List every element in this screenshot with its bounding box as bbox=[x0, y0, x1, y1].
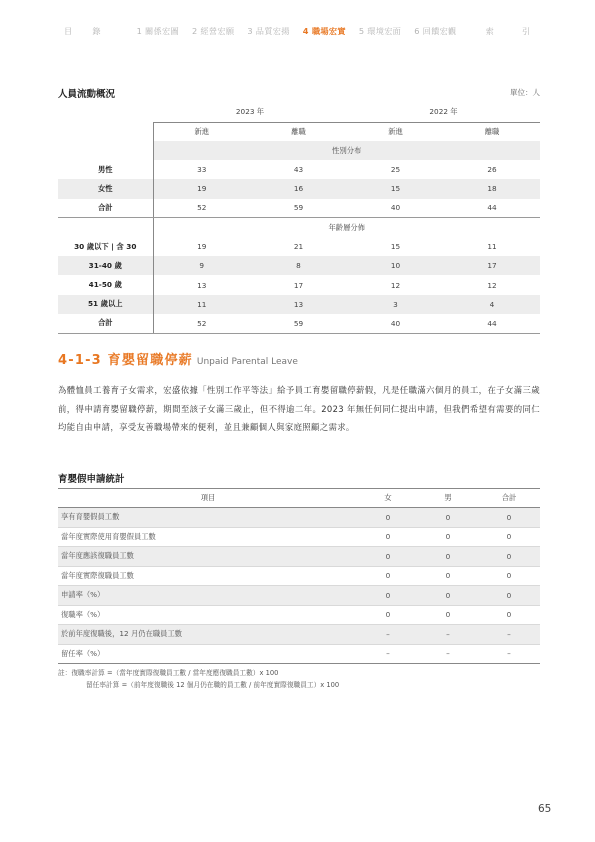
table-cell: 0 bbox=[478, 586, 540, 606]
table-row bbox=[58, 605, 540, 625]
section-english-title: Unpaid Parental Leave bbox=[196, 357, 298, 367]
section-heading bbox=[58, 349, 298, 368]
parental-leave-title: 育嬰假申請統計 bbox=[58, 474, 125, 485]
table-cell: 0 bbox=[418, 547, 478, 567]
top-navigation bbox=[64, 26, 541, 42]
table-cell: 43 bbox=[293, 165, 304, 175]
table-cell: 0 bbox=[418, 508, 478, 528]
table-cell: 0 bbox=[358, 586, 418, 606]
year-2022-header: 2022 年 bbox=[347, 103, 540, 122]
table-cell: 0 bbox=[478, 508, 540, 528]
row-label: 男性 bbox=[58, 160, 153, 179]
row-item-label: 於前年度復職後，12 月仍在職員工數 bbox=[58, 625, 358, 645]
table-cell: 59 bbox=[250, 199, 347, 218]
col-header-male: 男 bbox=[418, 489, 478, 508]
table-cell: 4 bbox=[444, 295, 540, 314]
table-cell: 0 bbox=[478, 566, 540, 586]
nav-item[interactable]: 3 品質宏揚 bbox=[247, 26, 290, 36]
row-label: 合計 bbox=[58, 199, 153, 218]
table-cell: 0 bbox=[478, 605, 540, 625]
section-paragraph: 為體恤員工養育子女需求，宏盛依據「性別工作平等法」給予員工育嬰留職停薪假，凡是任職滿六個月的員工，在子女滿三歲前，得申請育嬰留職停薪，期間至該子女滿三歲止，但不得逾二年。2023 年無任何同仁提出申請，但我們希望有需要的同仁均能自由申請，享受友善職場帶來的便利，並且兼顧個人與家庭照顧之需求。 bbox=[58, 385, 540, 432]
table-cell: 33 bbox=[197, 165, 207, 175]
row-label: 51 歲以上 bbox=[58, 295, 153, 314]
row-item-label: 享有育嬰假員工數 bbox=[58, 508, 358, 528]
table-cell: 21 bbox=[293, 242, 304, 252]
col-header: 新進 bbox=[388, 126, 403, 136]
row-item-label: 當年度實際使用育嬰假員工數 bbox=[58, 527, 358, 547]
nav-item[interactable]: 6 回饋宏觀 bbox=[414, 26, 457, 36]
table-cell: 11 bbox=[487, 242, 497, 252]
col-header: 新進 bbox=[194, 126, 210, 136]
table-cell: 0 bbox=[358, 566, 418, 586]
table-cell: – bbox=[478, 625, 540, 645]
table-row bbox=[58, 547, 540, 567]
table-row bbox=[58, 625, 540, 645]
row-item-label: 留任率（%） bbox=[58, 644, 358, 664]
row-label: 女性 bbox=[58, 179, 153, 198]
col-header: 離職 bbox=[291, 126, 306, 136]
table-cell: 10 bbox=[347, 256, 444, 275]
table-row bbox=[58, 566, 540, 586]
table-cell: 19 bbox=[197, 242, 207, 252]
row-item-label: 復職率（%） bbox=[58, 605, 358, 625]
table-row bbox=[58, 275, 540, 294]
table-cell: 0 bbox=[358, 605, 418, 625]
table-cell: 11 bbox=[153, 295, 250, 314]
table-cell: 59 bbox=[250, 314, 347, 333]
table-cell: 8 bbox=[250, 256, 347, 275]
table-cell: – bbox=[418, 625, 478, 645]
table-cell: 25 bbox=[390, 165, 401, 175]
table-row bbox=[58, 179, 540, 198]
table-cell: 12 bbox=[390, 280, 401, 290]
table-cell: 40 bbox=[347, 314, 444, 333]
table-cell: – bbox=[358, 625, 418, 645]
table-cell: 40 bbox=[347, 199, 444, 218]
table-row bbox=[58, 237, 540, 256]
note-retention-rate: 留任率計算 =（前年度復職後 12 個月仍在職的員工數 / 前年度實際復職員工）x 100 bbox=[86, 681, 340, 689]
table-row bbox=[58, 586, 540, 606]
col-header-female: 女 bbox=[358, 489, 418, 508]
parental-leave-table bbox=[58, 488, 540, 664]
table-cell: 0 bbox=[418, 566, 478, 586]
row-label: 30 歲以下 | 含 30 bbox=[58, 237, 153, 256]
table-row bbox=[58, 527, 540, 547]
table-cell: 26 bbox=[487, 165, 497, 175]
note-return-rate: 註：復職率計算 =（當年度實際復職員工數 / 當年度應復職員工數）x 100 bbox=[58, 669, 279, 677]
row-item-label: 申請率（%） bbox=[58, 586, 358, 606]
col-header-item: 項目 bbox=[58, 489, 358, 508]
nav-item[interactable]: 索 引 bbox=[485, 26, 541, 36]
table-row bbox=[58, 644, 540, 664]
table-cell: 9 bbox=[153, 256, 250, 275]
table-cell: 52 bbox=[153, 314, 250, 333]
table-cell: 44 bbox=[444, 199, 540, 218]
table-cell: 19 bbox=[153, 179, 250, 198]
nav-item[interactable]: 5 環境宏面 bbox=[358, 26, 402, 36]
row-label: 合計 bbox=[58, 314, 153, 333]
turnover-section-header bbox=[58, 86, 540, 100]
table-cell: 52 bbox=[153, 199, 250, 218]
table-cell: 0 bbox=[478, 527, 540, 547]
turnover-title: 人員流動概況 bbox=[58, 89, 116, 100]
unit-label: 單位：人 bbox=[510, 88, 540, 97]
col-header-total: 合計 bbox=[478, 489, 540, 508]
table-cell: – bbox=[358, 644, 418, 664]
row-item-label: 當年度應該復職員工數 bbox=[58, 547, 358, 567]
table-cell: 44 bbox=[444, 314, 540, 333]
table-cell: – bbox=[478, 644, 540, 664]
table-row bbox=[58, 256, 540, 275]
table-cell: 0 bbox=[358, 527, 418, 547]
table-row bbox=[58, 295, 540, 314]
table-cell: 3 bbox=[347, 295, 444, 314]
table-cell: 0 bbox=[418, 586, 478, 606]
nav-item[interactable]: 4 職場宏實 bbox=[302, 26, 346, 36]
age-band-label: 年齡層分佈 bbox=[328, 222, 365, 232]
table-cell: 0 bbox=[358, 508, 418, 528]
section-number-title: 4-1-3 育嬰留職停薪 bbox=[58, 353, 193, 368]
nav-item[interactable]: 目 錄 bbox=[64, 26, 107, 36]
table-cell: 0 bbox=[418, 605, 478, 625]
table-cell: – bbox=[418, 644, 478, 664]
row-label: 31-40 歲 bbox=[58, 256, 153, 275]
table-cell: 17 bbox=[444, 256, 540, 275]
gender-band-label: 性別分布 bbox=[153, 141, 540, 160]
table-notes bbox=[58, 667, 339, 691]
table-cell: 17 bbox=[293, 280, 304, 290]
table-row bbox=[58, 199, 540, 218]
table-cell: 0 bbox=[478, 547, 540, 567]
table-cell: 13 bbox=[250, 295, 347, 314]
table-cell: 16 bbox=[250, 179, 347, 198]
table-cell: 15 bbox=[390, 242, 401, 252]
table-row bbox=[58, 160, 540, 179]
nav-item[interactable]: 2 經營宏願 bbox=[191, 26, 235, 36]
table-row bbox=[58, 314, 540, 333]
row-label: 41-50 歲 bbox=[58, 275, 153, 294]
table-cell: 15 bbox=[347, 179, 444, 198]
turnover-table bbox=[58, 103, 540, 334]
nav-item[interactable]: 1 關係宏圖 bbox=[136, 26, 179, 36]
table-cell: 12 bbox=[487, 280, 497, 290]
table-cell: 18 bbox=[444, 179, 540, 198]
table-cell: 0 bbox=[418, 527, 478, 547]
table-cell: 13 bbox=[197, 280, 207, 290]
table-row bbox=[58, 508, 540, 528]
col-header: 離職 bbox=[484, 126, 500, 136]
table-cell: 0 bbox=[358, 547, 418, 567]
row-item-label: 當年度實際復職員工數 bbox=[58, 566, 358, 586]
page-number: 65 bbox=[538, 803, 552, 815]
year-2023-header: 2023 年 bbox=[153, 103, 347, 122]
